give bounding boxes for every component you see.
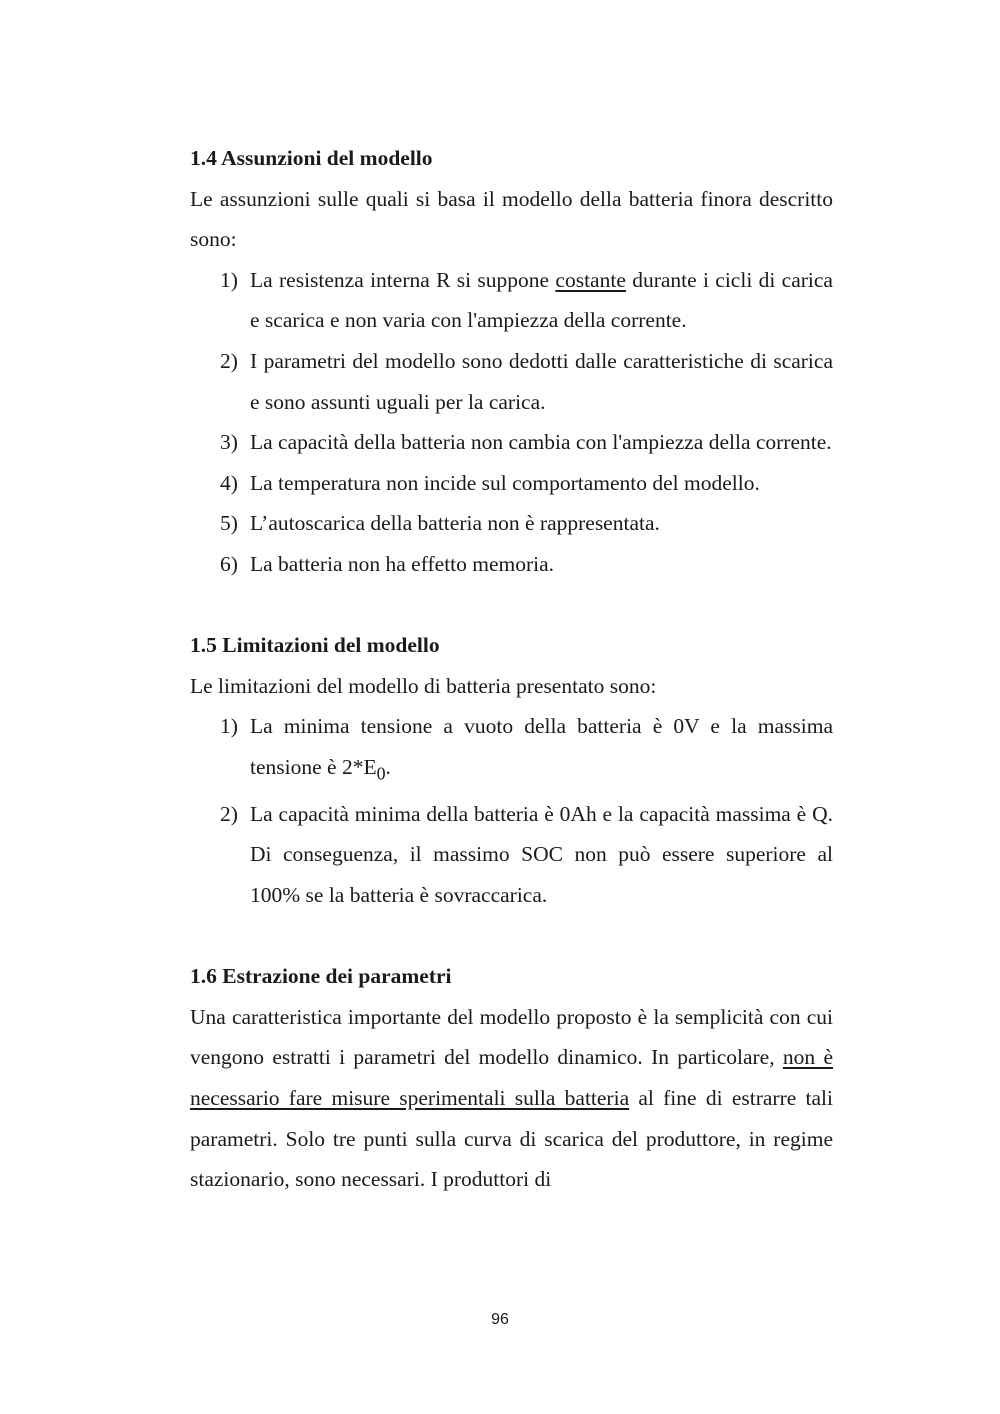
section-intro: Le assunzioni sulle quali si basa il modello della batteria finora descritto sono: xyxy=(190,186,833,252)
section-heading: 1.5 Limitazioni del modello xyxy=(190,633,440,658)
list-item-text: L’autoscarica della batteria non è rappresentata. xyxy=(250,511,660,536)
section-intro: Le limitazioni del modello di batteria presentato sono: xyxy=(190,673,657,698)
list-item-number: 3) xyxy=(220,430,238,455)
paragraph-text: al fine di estrarre tali parametri. Solo tre punti sulla curva di scarica del produttore, in regime stazionario, sono necessari. I produttori di xyxy=(190,1085,833,1192)
list-item-text: La resistenza interna R si suppone xyxy=(250,267,556,292)
list-item xyxy=(190,503,833,544)
list-item-text: La minima tensione a vuoto della batteria è 0V e la massima tensione è 2*E xyxy=(250,714,833,779)
underlined-text: non è necessario fare misure sperimentali sulla batteria xyxy=(190,1045,833,1110)
section-1-6 xyxy=(190,956,833,1200)
list-item-text: I parametri del modello sono dedotti dalle caratteristiche di scarica e sono assunti uguali per la carica. xyxy=(250,348,833,414)
list-item-number: 4) xyxy=(220,470,238,495)
list-item xyxy=(190,260,833,341)
paragraph-text: Una caratteristica importante del modello proposto è la semplicità con cui vengono estratti i parametri del modello dinamico. In particolare, xyxy=(190,1004,833,1070)
list-item-text: La capacità minima della batteria è 0Ah e la capacità massima è Q. Di conseguenza, il massimo SOC non può essere superiore al 100% se la batteria è sovraccarica. xyxy=(250,801,833,907)
list-item-text: La capacità della batteria non cambia con l'ampiezza della corrente. xyxy=(250,430,832,455)
list-item xyxy=(190,422,833,463)
list-item xyxy=(190,706,833,793)
assumptions-list xyxy=(190,260,833,585)
page-body xyxy=(190,138,833,1200)
list-item-number: 6) xyxy=(220,551,238,576)
list-item xyxy=(190,794,833,916)
page-number: 96 xyxy=(491,1311,509,1328)
section-heading: 1.6 Estrazione dei parametri xyxy=(190,964,452,989)
list-item-text: La temperatura non incide sul comportamento del modello. xyxy=(250,470,760,495)
list-item-number: 1) xyxy=(220,714,238,739)
subscript-text: 0 xyxy=(376,763,386,784)
section-paragraph xyxy=(190,997,833,1200)
list-item-text: . xyxy=(385,754,391,779)
list-item-number: 1) xyxy=(220,267,238,292)
section-1-5 xyxy=(190,625,833,915)
section-heading: 1.4 Assunzioni del modello xyxy=(190,146,433,170)
list-item-number: 2) xyxy=(220,348,238,373)
list-item-text: durante i cicli di carica e scarica e non varia con l'ampiezza della corrente. xyxy=(250,267,833,333)
list-item xyxy=(190,463,833,504)
underlined-text: costante xyxy=(555,267,626,292)
section-1-4 xyxy=(190,138,833,585)
list-item-number: 5) xyxy=(220,511,238,536)
limitations-list xyxy=(190,706,833,915)
list-item xyxy=(190,341,833,422)
list-item xyxy=(190,544,833,585)
list-item-number: 2) xyxy=(220,801,238,826)
list-item-text: La batteria non ha effetto memoria. xyxy=(250,551,555,576)
